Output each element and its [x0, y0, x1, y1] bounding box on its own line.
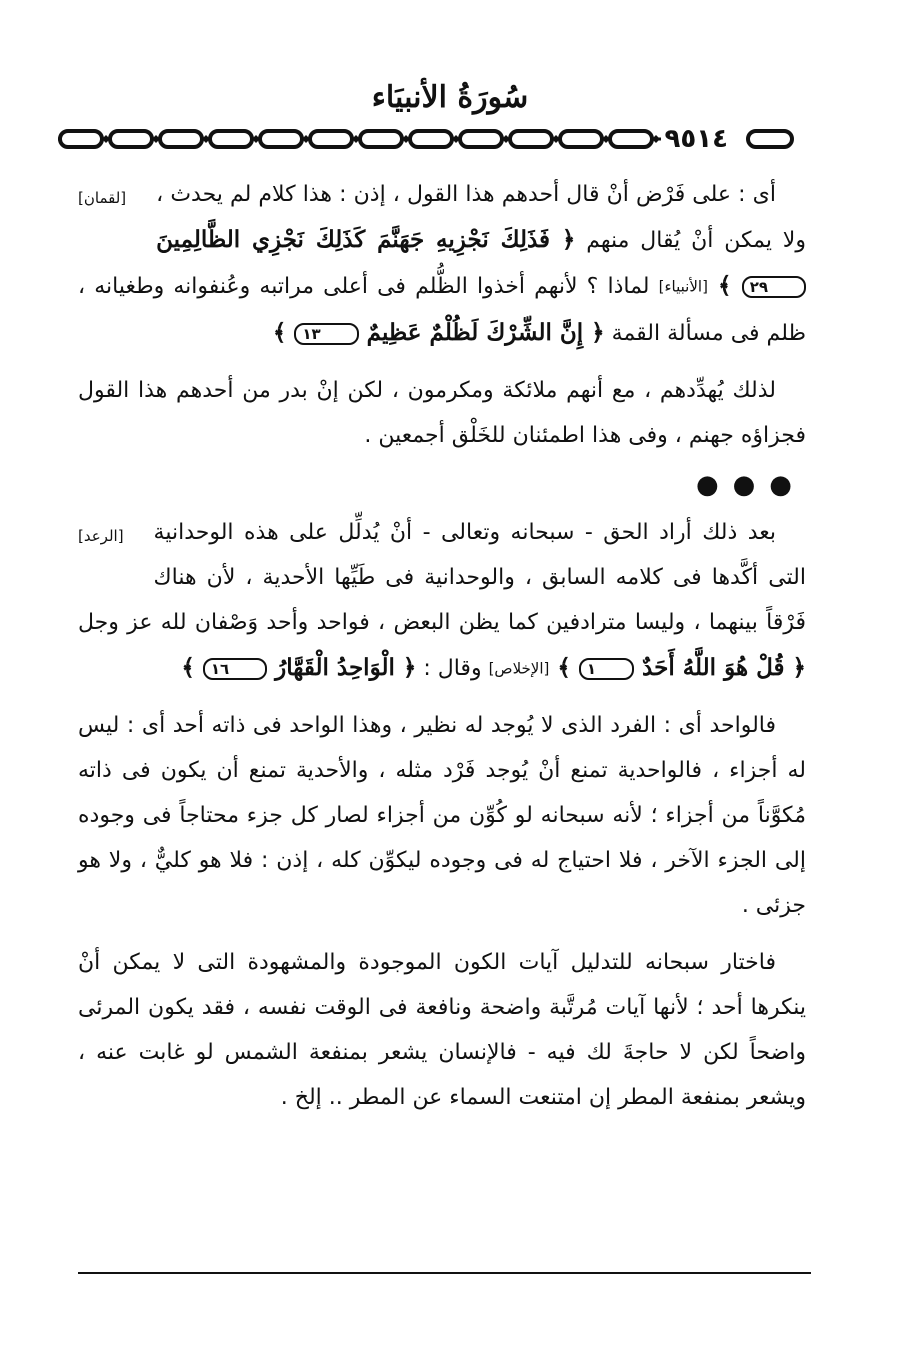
surah-title: سُورَةُ الأنبيَاء — [371, 80, 529, 115]
paragraph — [78, 940, 806, 1120]
quran-verse: ﴿ إِنَّ الشِّرْكَ لَظُلْمٌ عَظِيمٌ — [358, 318, 605, 346]
paragraph — [78, 172, 806, 356]
surah-reference: [الرعد] — [78, 526, 124, 545]
chain-link — [60, 131, 102, 147]
chain-link — [410, 131, 452, 147]
paragraph — [78, 368, 806, 458]
body-text: بعد ذلك أراد الحق - سبحانه وتعالى - أنْ يُدلِّل على هذه الوحدانية التى أكَّدها فى كلامه السابق ، والوحدانية فى طَيِّها الأحدية ، لأن هناك فَرْقاً بينهما ، وليسا مترادفين كما يظن البعض ، فواحد وأحد وَصْفان لله عز وجل — [78, 519, 806, 635]
chain-link — [110, 131, 152, 147]
quran-verse: ﴿ فَذَلِكَ نَجْزِيهِ جَهَنَّمَ كَذَلِكَ نَجْزِي الظَّالِمِينَ — [156, 226, 576, 253]
paragraph — [78, 510, 806, 692]
body-text: لذلك يُهدِّدهم ، مع أنهم ملائكة ومكرمون ، لكن إنْ بدر من أحدهم هذا القول فجزاؤه جهنم ، وفى هذا اطمئنان للخَلْق أجمعين . — [78, 377, 806, 448]
body-text: أى : على فَرْض أنْ قال أحدهم هذا القول ، إذن : هذا كلام لم يحدث ، ولا يمكن أنْ يُقال منهم — [156, 182, 806, 253]
footer-rule — [78, 1272, 811, 1274]
body-text: فاختار سبحانه للتدليل آيات الكون الموجودة والمشهودة التى لا يمكن أنْ ينكرها أحد ؛ لأنها آيات مُرتَّبة واضحة ونافعة فى الوقت نفسه ، فقد يكون المرئى واضحاً لكن لا حاجةَ لك فيه - فالإنسان يشعر بمنفعة الشمس لو غابت عنه ، ويشعر بمنفعة المطر إن امتنعت السماء عن المطر .. إلخ . — [78, 950, 806, 1110]
chain-link — [510, 131, 552, 147]
section-separator: ●●● — [695, 469, 806, 500]
chain-link — [360, 131, 402, 147]
chain-link — [460, 131, 502, 147]
chain-link — [560, 131, 602, 147]
decorative-header-band — [58, 124, 798, 154]
chain-link — [310, 131, 352, 147]
quran-verse: ﴾ — [549, 653, 579, 681]
quran-verse: ﴾ — [181, 653, 203, 681]
body-text: فالواحد أى : الفرد الذى لا يُوجد له نظير ، وهذا الواحد فى ذاته أحد أى : ليس له أجزاء ، فالواحدية تمنع أنْ يُوجد فَرْد مثله ، والأحدية تمنع أن يكون فى ذاته مُكوَّناً من أجزاء ؛ لأنه سبحانه لو كُوِّن من أجزاء لصار كل جزء محتاجاً فى وجوده إلى الجزء الآخر ، فلا احتياج له فى وجوده ليكوِّن كله ، إذن : فلا هو كليٌّ ، ولا هو جزئى . — [78, 713, 806, 918]
ayah-number: ٢٩ — [742, 276, 806, 298]
main-text — [78, 172, 806, 1132]
ayah-number: ١ — [579, 658, 634, 680]
paragraph — [78, 703, 806, 928]
body-text: لماذا ؟ لأنهم أخذوا الظُّلم فى أعلى مراتبه وعُنفوانه وطغيانه ، ظلم فى مسألة القمة — [78, 274, 806, 346]
chain-link — [210, 131, 252, 147]
surah-reference: [الإخلاص] — [488, 659, 550, 677]
ayah-number: ١٣ — [294, 323, 358, 345]
quran-verse: ﴿ الْوَاحِدُ الْقَهَّارُ — [267, 653, 417, 681]
chain-link — [610, 131, 652, 147]
body-text: وقال : — [416, 655, 489, 681]
chain-link — [160, 131, 202, 147]
quran-verse: ﴿ قُلْ هُوَ اللَّهُ أَحَدٌ — [634, 653, 806, 681]
quran-verse: ﴾ — [272, 318, 295, 346]
quran-verse: ﴾ — [707, 272, 742, 299]
surah-reference: [لقمان] — [78, 189, 127, 207]
surah-reference: [الأنبياء] — [658, 277, 708, 296]
chain-link — [260, 131, 302, 147]
ayah-number: ١٦ — [203, 658, 267, 680]
chain-link — [748, 131, 792, 147]
page-number: ٩٥١٤ — [661, 124, 732, 154]
